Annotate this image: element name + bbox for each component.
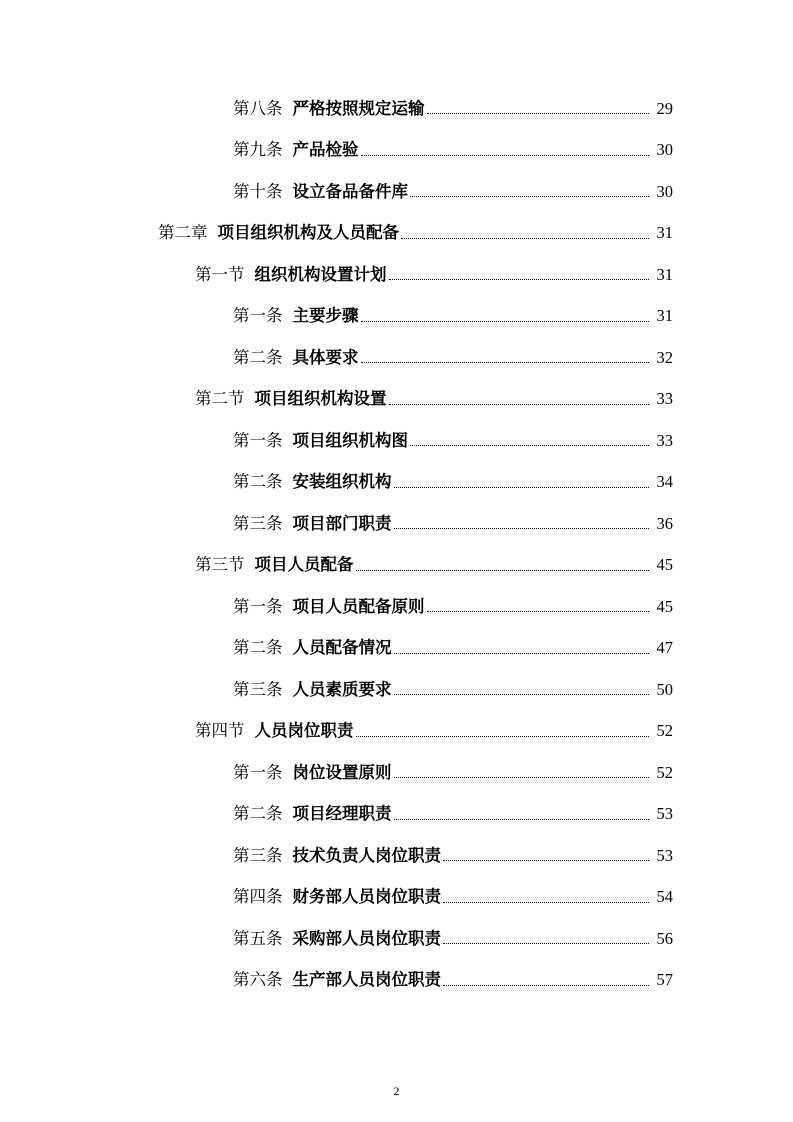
toc-entry-heading (233, 972, 441, 989)
dot-leader (427, 113, 650, 114)
toc-entry-page-number: 31 (656, 306, 673, 325)
dot-leader (356, 736, 650, 737)
toc-entry-number: 第三条 (233, 679, 283, 699)
toc-entry-title: 组织机构设置计划 (254, 264, 387, 284)
toc-entry-title: 项目部门职责 (292, 513, 392, 533)
toc-entry-heading (233, 640, 392, 657)
toc-entry-heading (195, 264, 387, 284)
toc-entry-number: 第一条 (233, 306, 283, 325)
toc-entry-number: 第二条 (233, 347, 283, 367)
toc-entry-number: 第三条 (233, 845, 283, 865)
toc-entry[interactable] (0, 379, 793, 421)
dot-leader (410, 445, 649, 446)
toc-entry-number: 第三条 (233, 513, 283, 533)
dot-leader (401, 238, 649, 239)
toc-entry-page-number: 34 (656, 472, 673, 491)
toc-entry-number: 第十条 (233, 181, 283, 201)
toc-entry-number: 第一条 (233, 430, 283, 450)
dot-leader (394, 653, 650, 654)
toc-entry-page-number: 36 (656, 513, 673, 533)
toc-entry-number: 第八条 (233, 98, 283, 118)
toc-entry-page-number: 52 (656, 762, 673, 782)
toc-entry-title: 项目组织机构图 (292, 430, 408, 450)
toc-entry-number: 第四条 (233, 887, 283, 906)
toc-entry-heading (233, 142, 359, 159)
toc-entry-number: 第二章 (158, 223, 208, 242)
toc-entry[interactable] (0, 254, 793, 296)
toc-entry-heading (233, 474, 392, 491)
toc-entry-heading (233, 889, 441, 906)
toc-entry-heading (233, 308, 359, 325)
toc-entry[interactable] (0, 711, 793, 753)
toc-entry[interactable] (0, 918, 793, 960)
toc-entry-title: 严格按照规定运输 (292, 98, 425, 118)
toc-entry[interactable] (0, 296, 793, 338)
toc-entry-page-number: 53 (656, 845, 673, 865)
toc-entry-page-number: 33 (656, 389, 673, 408)
toc-entry-heading (195, 723, 354, 740)
toc-entry-title: 项目人员配备 (254, 555, 354, 574)
toc-entry-page-number: 29 (656, 98, 673, 118)
dot-leader (389, 279, 650, 280)
toc-entry-title: 人员岗位职责 (254, 721, 354, 740)
toc-entry[interactable] (0, 794, 793, 836)
page-number: 2 (393, 1084, 400, 1098)
toc-entry-number: 第五条 (233, 928, 283, 948)
toc-entry[interactable] (0, 586, 793, 628)
toc-entry-heading (233, 806, 392, 823)
dot-leader (361, 321, 650, 322)
toc-entry-heading (195, 391, 387, 408)
toc-entry-heading (233, 845, 441, 865)
toc-entry[interactable] (0, 628, 793, 670)
toc-entry-heading (233, 98, 425, 118)
dot-leader (443, 943, 649, 944)
toc-entry-number: 第一条 (233, 762, 283, 782)
toc-entry-page-number: 53 (656, 804, 673, 823)
toc-entry-heading (233, 430, 408, 450)
toc-entry-number: 第六条 (233, 970, 283, 989)
dot-leader (389, 404, 650, 405)
dot-leader (443, 985, 649, 986)
dot-leader (427, 611, 650, 612)
dot-leader (443, 860, 649, 861)
toc-entry-number: 第二条 (233, 638, 283, 657)
toc-entry[interactable] (0, 462, 793, 504)
toc-entry-title: 技术负责人岗位职责 (292, 845, 441, 865)
toc-entry-heading (233, 762, 392, 782)
toc-entry-number: 第三节 (195, 555, 245, 574)
toc-entry-title: 采购部人员岗位职责 (292, 928, 441, 948)
toc-entry-page-number: 52 (656, 721, 673, 740)
toc-entry-page-number: 31 (656, 223, 673, 242)
toc-entry-title: 生产部人员岗位职责 (292, 970, 441, 989)
toc-entry[interactable] (0, 669, 793, 711)
toc-entry[interactable] (0, 171, 793, 213)
dot-leader (394, 819, 650, 820)
toc-entry[interactable] (0, 88, 793, 130)
toc-entry-title: 设立备品备件库 (292, 181, 408, 201)
toc-entry-heading (233, 347, 359, 367)
toc-entry-number: 第九条 (233, 140, 283, 159)
toc-entry-page-number: 45 (656, 555, 673, 574)
toc-entry-page-number: 54 (656, 887, 673, 906)
toc-entry[interactable] (0, 503, 793, 545)
dot-leader (361, 155, 650, 156)
toc-entry-page-number: 33 (656, 430, 673, 450)
toc-entry-title: 安装组织机构 (292, 472, 392, 491)
toc-entry-title: 项目组织机构设置 (254, 389, 387, 408)
toc-entry-page-number: 57 (656, 970, 673, 989)
toc-entry-number: 第二节 (195, 389, 245, 408)
toc-entry-number: 第一节 (195, 264, 245, 284)
dot-leader (394, 777, 650, 778)
dot-leader (394, 694, 650, 695)
toc-entry[interactable] (0, 337, 793, 379)
table-of-contents (0, 88, 793, 1001)
toc-entry[interactable] (0, 130, 793, 172)
dot-leader (394, 487, 650, 488)
toc-entry-title: 人员素质要求 (292, 679, 392, 699)
toc-entry-heading (233, 928, 441, 948)
toc-entry-title: 岗位设置原则 (292, 762, 392, 782)
toc-entry-title: 具体要求 (292, 347, 359, 367)
toc-entry-heading (158, 225, 399, 242)
toc-entry-number: 第一条 (233, 596, 283, 616)
toc-entry-heading (195, 557, 354, 574)
dot-leader (410, 196, 649, 197)
toc-entry[interactable] (0, 835, 793, 877)
toc-entry-title: 财务部人员岗位职责 (292, 887, 441, 906)
toc-entry-page-number: 31 (656, 264, 673, 284)
toc-entry-heading (233, 679, 392, 699)
toc-entry-title: 项目组织机构及人员配备 (217, 223, 399, 242)
toc-entry-page-number: 30 (656, 181, 673, 201)
toc-entry-title: 主要步骤 (292, 306, 359, 325)
dot-leader (361, 362, 650, 363)
toc-entry-heading (233, 513, 392, 533)
dot-leader (394, 528, 650, 529)
toc-entry-page-number: 50 (656, 679, 673, 699)
toc-entry-title: 项目人员配备原则 (292, 596, 425, 616)
toc-entry-page-number: 45 (656, 596, 673, 616)
toc-entry-page-number: 56 (656, 928, 673, 948)
toc-entry[interactable] (0, 420, 793, 462)
toc-entry-number: 第二条 (233, 472, 283, 491)
toc-entry-number: 第二条 (233, 804, 283, 823)
toc-entry-heading (233, 596, 425, 616)
dot-leader (443, 902, 649, 903)
toc-entry-number: 第四节 (195, 721, 245, 740)
toc-entry-title: 人员配备情况 (292, 638, 392, 657)
toc-entry-heading (233, 181, 408, 201)
toc-entry-page-number: 32 (656, 347, 673, 367)
toc-entry[interactable] (0, 960, 793, 1002)
toc-entry-title: 项目经理职责 (292, 804, 392, 823)
toc-entry[interactable] (0, 213, 793, 255)
dot-leader (356, 570, 650, 571)
toc-entry-title: 产品检验 (292, 140, 359, 159)
toc-entry[interactable] (0, 752, 793, 794)
toc-entry[interactable] (0, 877, 793, 919)
toc-entry-page-number: 30 (656, 140, 673, 159)
toc-entry[interactable] (0, 545, 793, 587)
toc-entry-page-number: 47 (656, 638, 673, 657)
